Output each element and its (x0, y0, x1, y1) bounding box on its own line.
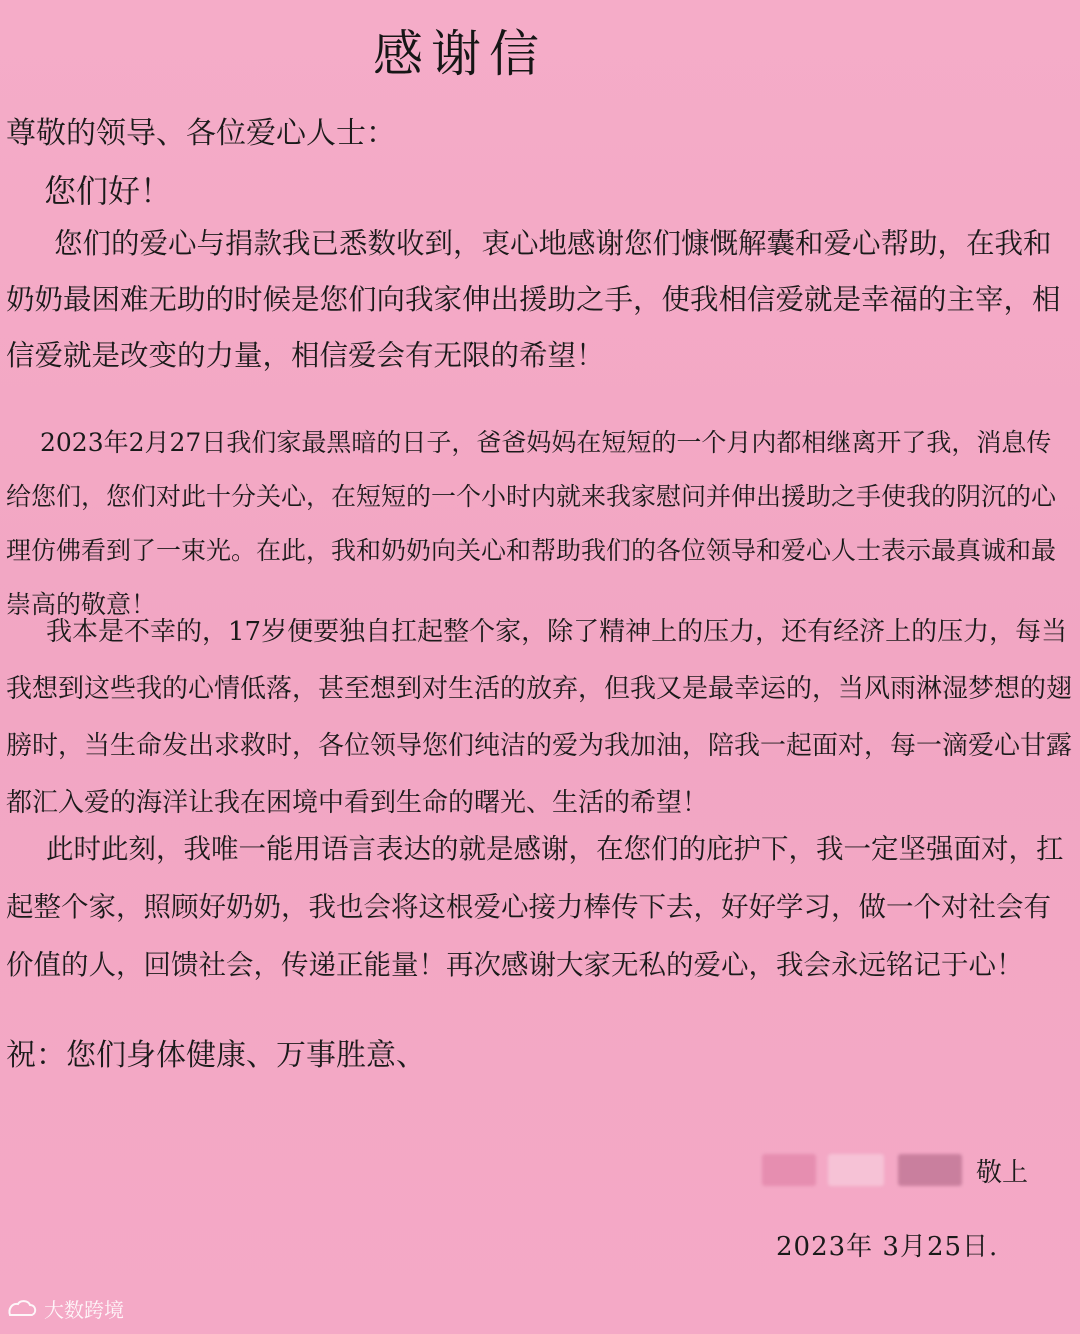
letter-date: 2023年 3月25日. (776, 1232, 999, 1262)
watermark (6, 1294, 124, 1323)
redacted-name-block (762, 1154, 816, 1186)
redacted-name-block (828, 1154, 884, 1186)
letter-title: 感谢信 (373, 25, 547, 83)
letter-closing: 祝：您们身体健康、万事胜意、 (6, 1038, 426, 1073)
letter-greeting: 您们好！ (44, 172, 173, 210)
letter-paragraph-4: 此时此刻，我唯一能用语言表达的就是感谢，在您们的庇护下，我一定坚强面对，扛起整个家，照顾好奶奶，我也会将这根爱心接力棒传下去，好好学习，做一个对社会有价值的人，回馈社会，传递正能量！再次感谢大家无私的爱心，我会永远铭记于心！ (6, 833, 1064, 981)
redacted-name-block (898, 1154, 962, 1186)
letter-paragraph-3: 我本是不幸的，17岁便要独自扛起整个家，除了精神上的压力，还有经济上的压力，每当我想到这些我的心情低落，甚至想到对生活的放弃，但我又是最幸运的，当风雨淋湿梦想的翅膀时，当生命发出求救时，各位领导您们纯洁的爱为我加油，陪我一起面对，每一滴爱心甘露都汇入爱的海洋让我在困境中看到生命的曙光、生活的希望！ (6, 617, 1073, 818)
signature-block (762, 1150, 1028, 1190)
signature-suffix: 敬上 (976, 1157, 1029, 1188)
letter-salutation: 尊敬的领导、各位爱心人士： (6, 116, 396, 151)
letter-paragraph-1: 您们的爱心与捐款我已悉数收到，衷心地感谢您们慷慨解囊和爱心帮助，在我和奶奶最困难无助的时候是您们向我家伸出援助之手，使我相信爱就是幸福的主宰，相信爱就是改变的力量，相信爱会有无限的希望！ (6, 227, 1061, 372)
watermark-text: 大数跨境 (44, 1298, 124, 1322)
tengxun-logo-icon (6, 1297, 38, 1321)
letter-paragraph-2: 2023年2月27日我们家最黑暗的日子，爸爸妈妈在短短的一个月内都相继离开了我，消息传给您们，您们对此十分关心，在短短的一个小时内就来我家慰问并伸出援助之手使我的阴沉的心理仿佛看到了一束光。在此，我和奶奶向关心和帮助我们的各位领导和爱心人士表示最真诚和最崇高的敬意！ (6, 428, 1057, 619)
